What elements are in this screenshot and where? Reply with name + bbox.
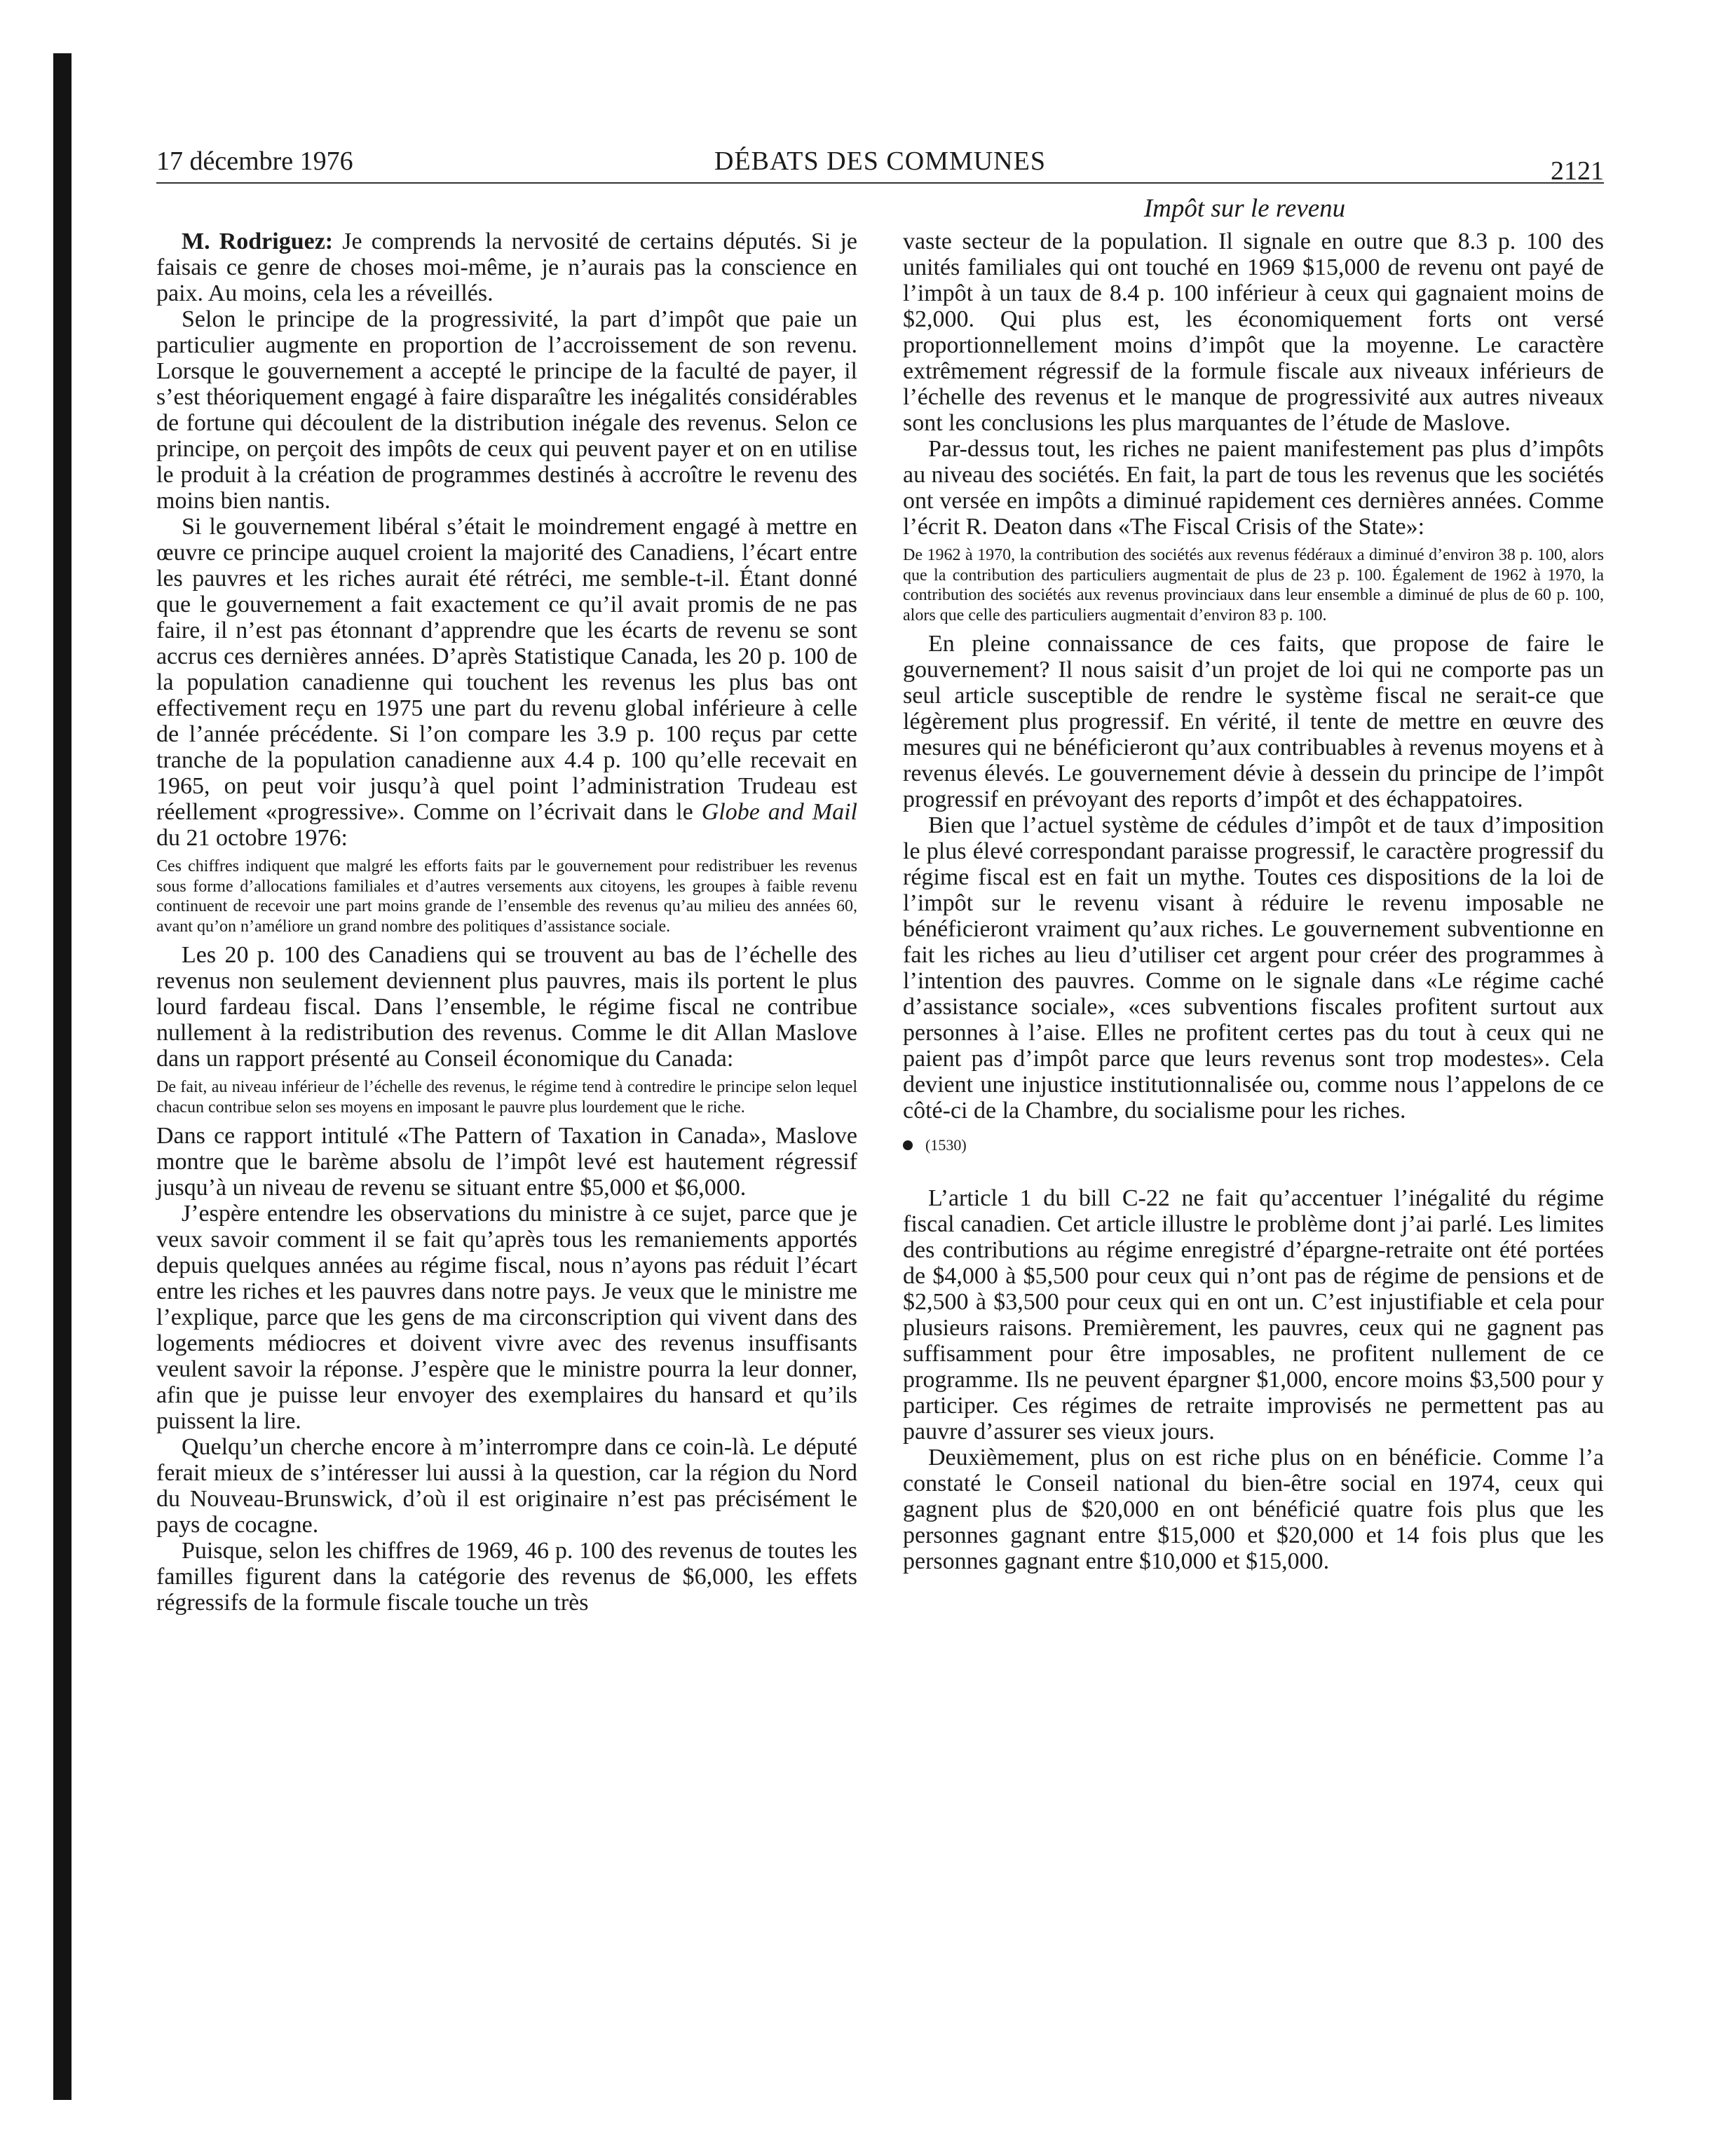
paragraph: Bien que l’actuel système de cédules d’impôt et de taux d’imposition le plus élevé correspondant paraisse progressif, le caractère progressif du régime fiscal est en fait un mythe. Toutes ces dispositions de la loi de l’impôt sur le revenu visant à réduire le revenu imposable ne bénéficieront vraiment qu’aux riches. Le gouvernement subventionne en fait les riches au lieu d’utiliser cet argent pour créer des programmes à l’intention des pauvres. Comme on le signale dans «Le régime caché d’assistance sociale», «ces subventions fiscales profitent surtout aux personnes à l’aise. Elles ne profitent certes pas du tout à ceux qui ne paient pas d’impôt parce que leurs revenus sont trop modestes». Cela devient une injustice institutionnalisée ou, comme nous l’appelons de ce côté-ci de la Chambre, du socialisme pour les riches. <box>903 812 1604 1124</box>
header-page-number: 2121 <box>1551 156 1604 186</box>
paragraph <box>156 228 857 306</box>
paragraph: Les 20 p. 100 des Canadiens qui se trouvent au bas de l’échelle des revenus non seulement deviennent plus pauvres, mais ils portent le plus lourd fardeau fiscal. Dans l’ensemble, le régime fiscal ne contribue nullement à la redistribution des revenus. Comme le dit Allan Maslove dans un rapport présenté au Conseil économique du Canada: <box>156 942 857 1072</box>
paragraph: Dans ce rapport intitulé «The Pattern of Taxation in Canada», Maslove montre que le barème absolu de l’impôt levé est hautement régressif jusqu’à un niveau de revenu se situant entre $5,000 et $6,000. <box>156 1123 857 1201</box>
page <box>156 140 1604 1616</box>
text-columns <box>156 228 1604 1616</box>
block-quote: Ces chiffres indiquent que malgré les efforts faits par le gouvernement pour redistribuer les revenus sous forme d’allocations familiales et d’autres versements aux citoyens, les groupes à faible revenu continuent de recevoir une part moins grande de l’ensemble des revenus qu’au milieu des années 60, avant qu’on n’améliore un grand nombre des politiques d’assistance sociale. <box>156 857 857 936</box>
time-marker-text: (1530) <box>925 1136 967 1154</box>
publication-title: Globe and Mail <box>701 799 857 825</box>
paragraph: J’espère entendre les observations du ministre à ce sujet, parce que je veux savoir comment il se fait qu’après tous les remaniements apportés depuis quelques années au régime fiscal, nous n’ayons pas réduit l’écart entre les riches et les pauvres dans notre pays. Je veux que le ministre me l’explique, parce que les gens de ma circonscription qui vivent dans des logements médiocres et doivent vivre avec des revenus insuffisants veulent savoir la réponse. J’espère que le ministre pourra la leur donner, afin que je puisse leur envoyer des exemplaires du hansard et qu’ils puissent la lire. <box>156 1201 857 1434</box>
page-header <box>156 140 1604 184</box>
paragraph: Quelqu’un cherche encore à m’interrompre dans ce coin-là. Le député ferait mieux de s’intéresser lui aussi à la question, car la région du Nord du Nouveau-Brunswick, d’où il est originaire n’est pas précisément le pays de cocagne. <box>156 1434 857 1538</box>
scan-edge-bar <box>53 53 72 2100</box>
header-title: DÉBATS DES COMMUNES <box>714 146 1046 176</box>
paragraph: vaste secteur de la population. Il signale en outre que 8.3 p. 100 des unités familiales qui ont touché en 1969 $15,000 de revenu ont payé de l’impôt à un taux de 8.4 p. 100 inférieur à ceux qui gagnaient moins de $2,000. Qui plus est, les économiquement forts ont versé proportionnellement moins d’impôt que la moyenne. Le caractère extrêmement régressif de la formule fiscale aux niveaux inférieurs de l’échelle des revenus et le manque de progressivité aux autres niveaux sont les conclusions les plus marquantes de l’étude de Maslove. <box>903 228 1604 436</box>
paragraph-text: du 21 octobre 1976: <box>156 825 348 851</box>
block-quote: De 1962 à 1970, la contribution des sociétés aux revenus fédéraux a diminué d’environ 38 p. 100, alors que la contribution des particuliers augmentait de plus de 23 p. 100. Également de 1962 à 1970, la contribution des sociétés aux revenus provinciaux dans leur ensemble a diminué de plus de 60 p. 100, alors que celle des particuliers augmentait d’environ 83 p. 100. <box>903 546 1604 625</box>
paragraph-text: Je comprends la nervosité de certains députés. Si je faisais ce genre de choses moi-même, je n’aurais pas la conscience en paix. Au moins, cela les a réveillés. <box>156 228 857 306</box>
paragraph <box>156 514 857 851</box>
bullet-icon <box>903 1140 913 1150</box>
speaker-name: M. Rodriguez: <box>182 228 334 254</box>
header-date: 17 décembre 1976 <box>156 146 353 176</box>
paragraph: Par-dessus tout, les riches ne paient manifestement pas plus d’impôts au niveau des sociétés. En fait, la part de tous les revenus que les sociétés ont versée en impôts a diminué rapidement ces dernières années. Comme l’écrit R. Deaton dans «The Fiscal Crisis of the State»: <box>903 436 1604 540</box>
right-column <box>903 228 1604 1616</box>
section-subheading: Impôt sur le revenu <box>1143 194 1346 223</box>
paragraph: L’article 1 du bill C-22 ne fait qu’accentuer l’inégalité du régime fiscal canadien. Cet article illustre le problème dont j’ai parlé. Les limites des contributions au régime enregistré d’épargne-retraite ont été portées de $4,000 à $5,500 pour ceux qui n’ont pas de régime de pensions et de $2,500 à $3,500 pour ceux qui en ont un. C’est injustifiable et cela pour plusieurs raisons. Premièrement, les pauvres, ceux qui ne gagnent pas suffisamment pour être imposables, ne profitent nullement de ce programme. Ils ne peuvent épargner $1,000, encore moins $3,500 pour y participer. Ces régimes de retraite improvisés ne permettent pas au pauvre d’assurer ses vieux jours. <box>903 1185 1604 1445</box>
block-quote: De fait, au niveau inférieur de l’échelle des revenus, le régime tend à contredire le principe selon lequel chacun contribue selon ses moyens en imposant le pauvre plus lourdement que le riche. <box>156 1078 857 1117</box>
paragraph: Puisque, selon les chiffres de 1969, 46 p. 100 des revenus de toutes les familles figurent dans la catégorie des revenus de $6,000, les effets régressifs de la formule fiscale touche un très <box>156 1538 857 1616</box>
paragraph: Deuxièmement, plus on est riche plus on en bénéficie. Comme l’a constaté le Conseil national du bien-être social en 1974, ceux qui gagnent plus de $20,000 en ont bénéficié quatre fois plus que les personnes gagnant entre $15,000 et $20,000 et 14 fois plus que les personnes gagnant entre $10,000 et $15,000. <box>903 1445 1604 1574</box>
paragraph: Selon le principe de la progressivité, la part d’impôt que paie un particulier augmente en proportion de l’accroissement de son revenu. Lorsque le gouvernement a accepté le principe de la faculté de payer, il s’est théoriquement engagé à faire disparaître les inégalités considérables de fortune qui découlent de la distribution inégale des revenus. Selon ce principe, on perçoit des impôts de ceux qui peuvent payer et on en utilise le produit à la création de programmes destinés à accroître le revenu des moins bien nantis. <box>156 306 857 514</box>
time-marker <box>903 1136 1604 1154</box>
paragraph: En pleine connaissance de ces faits, que propose de faire le gouvernement? Il nous saisit d’un projet de loi qui ne comporte pas un seul article susceptible de rendre le système fiscal ne serait-ce que légèrement plus progressif. En vérité, il tente de mettre en œuvre des mesures qui ne bénéficieront qu’aux contribuables à revenus moyens et à revenus élevés. Le gouvernement dévie à dessein du principe de l’impôt progressif en prévoyant des reports d’impôt et des échappatoires. <box>903 631 1604 812</box>
paragraph-text: Si le gouvernement libéral s’était le moindrement engagé à mettre en œuvre ce principe auquel croient la majorité des Canadiens, l’écart entre les pauvres et les riches aurait été rétréci, me semble-t-il. Étant donné que le gouvernement a fait exactement ce qu’il avait promis de ne pas faire, il n’est pas étonnant d’apprendre que les écarts de revenu se sont accrus ces dernières années. D’après Statistique Canada, les 20 p. 100 de la population canadienne qui touchent les revenus les plus bas ont effectivement reçu en 1975 une part du revenu global inférieure à celle de l’année précédente. Si l’on compare les 3.9 p. 100 reçus par cette tranche de la population canadienne aux 4.4 p. 100 qu’elle recevait en 1965, on peut voir jusqu’à quel point l’administration Trudeau est réellement «progressive». Comme on l’écrivait dans le <box>156 514 857 825</box>
left-column <box>156 228 857 1616</box>
